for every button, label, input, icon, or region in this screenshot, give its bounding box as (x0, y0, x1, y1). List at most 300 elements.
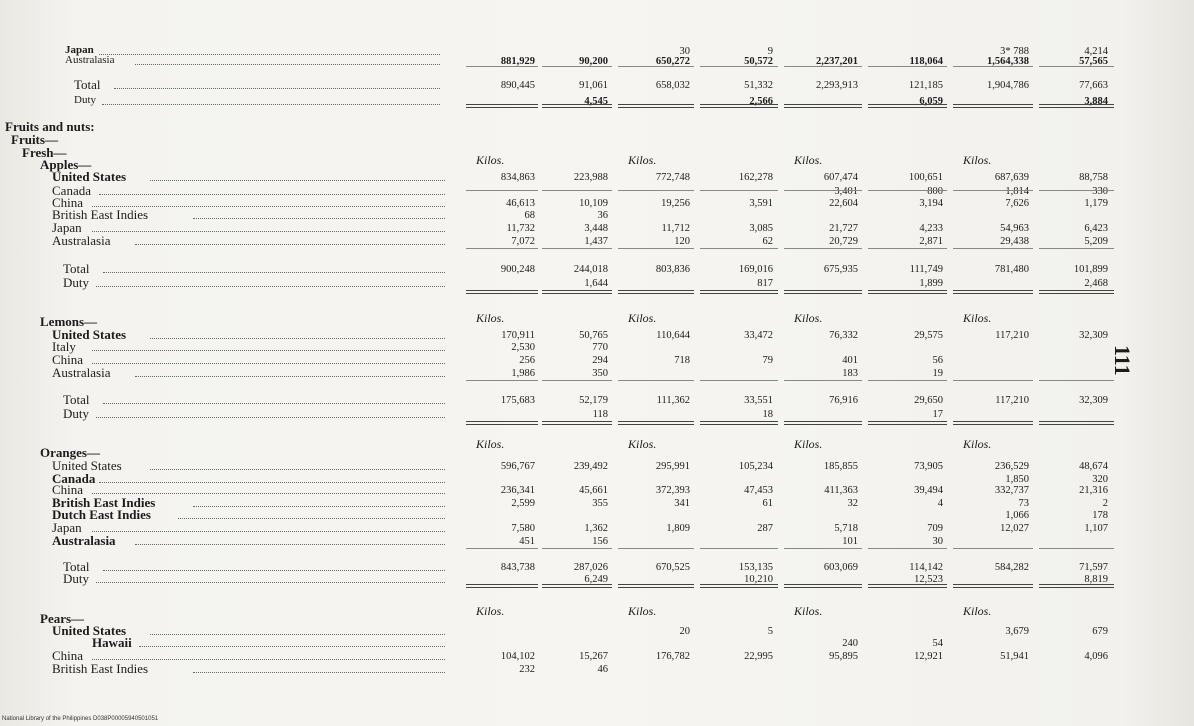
dot-leader (135, 376, 445, 377)
dot-leader (103, 403, 445, 404)
table-cell: 1,362 (584, 523, 608, 534)
dot-leader (99, 194, 445, 195)
dot-leader (92, 231, 445, 232)
table-rule (953, 421, 1033, 425)
row-label: United States (52, 169, 127, 184)
row-label: China (52, 648, 84, 663)
table-cell: 12,027 (1000, 523, 1029, 534)
table-cell: 175,683 (500, 395, 535, 406)
table-cell: 3,884 (1084, 96, 1108, 107)
row-label: British East Indies (52, 661, 149, 676)
table-cell: 236,529 (994, 461, 1029, 472)
row-label: Japan (52, 520, 82, 535)
table-cell: 332,737 (994, 485, 1029, 496)
dot-leader (92, 493, 445, 494)
table-cell: 15,267 (579, 651, 608, 662)
table-rule (542, 104, 612, 108)
table-rule (1039, 380, 1114, 381)
table-cell: 4,545 (584, 96, 608, 107)
table-rule (618, 104, 694, 108)
table-cell: 6,423 (1084, 223, 1108, 234)
section-heading: Lemons— (40, 314, 98, 329)
row-label: Duty (63, 406, 89, 421)
table-cell: 4,233 (919, 223, 943, 234)
unit-label: Kilos. (628, 604, 657, 618)
table-rule (700, 421, 778, 425)
table-rule (700, 380, 778, 381)
dot-leader (139, 646, 445, 647)
table-rule (1039, 190, 1114, 191)
dot-leader (178, 518, 445, 519)
table-cell: 372,393 (655, 485, 690, 496)
row-label: Australasia (52, 533, 116, 548)
row-label: United States (52, 623, 127, 638)
unit-label: Kilos. (628, 311, 657, 325)
table-cell: 12,523 (914, 574, 943, 585)
table-rule (953, 548, 1033, 549)
table-cell: 3,448 (584, 223, 608, 234)
table-cell: 5,209 (1084, 236, 1108, 247)
table-cell: 61 (762, 498, 773, 509)
table-cell: 287 (757, 523, 773, 534)
table-cell: 33,472 (744, 330, 773, 341)
table-cell: 330 (1092, 186, 1108, 197)
row-label: Total (63, 261, 90, 276)
dot-leader (135, 64, 440, 65)
table-cell: 843,738 (500, 562, 535, 573)
row-label: United States (52, 458, 122, 473)
table-rule (618, 548, 694, 549)
table-rule (542, 421, 612, 425)
table-rule (1039, 248, 1114, 249)
table-cell: 603,069 (823, 562, 858, 573)
table-rule (542, 584, 612, 588)
table-cell: 20 (679, 626, 690, 637)
row-label: Italy (52, 339, 76, 354)
table-cell: 6,059 (919, 96, 943, 107)
dot-leader (135, 244, 445, 245)
row-label: China (52, 195, 84, 210)
table-rule (618, 190, 694, 191)
table-cell: 156 (592, 536, 608, 547)
table-rule (868, 421, 947, 425)
row-label: China (52, 352, 84, 367)
section-heading: Oranges— (40, 445, 100, 460)
table-cell: 118,064 (909, 56, 943, 67)
table-cell: 47,453 (744, 485, 773, 496)
table-cell: 100,651 (908, 172, 943, 183)
table-cell: 12,921 (914, 651, 943, 662)
table-cell: 355 (592, 498, 608, 509)
table-cell: 22,995 (744, 651, 773, 662)
table-cell: 670,525 (655, 562, 690, 573)
table-cell: 607,474 (823, 172, 858, 183)
table-cell: 11,732 (506, 223, 535, 234)
unit-label: Kilos. (963, 437, 992, 451)
table-cell: 56 (932, 355, 943, 366)
table-cell: 239,492 (573, 461, 608, 472)
table-cell: 76,332 (829, 330, 858, 341)
table-cell: 54 (932, 638, 943, 649)
unit-label: Kilos. (794, 311, 823, 325)
row-label: Hawaii (92, 635, 132, 650)
table-cell: 117,210 (995, 395, 1029, 406)
table-cell: 111,749 (909, 264, 943, 275)
table-cell: 5,718 (834, 523, 858, 534)
table-rule (700, 104, 778, 108)
table-rule (618, 380, 694, 381)
table-rule (700, 190, 778, 191)
table-cell: 2,293,913 (816, 80, 858, 91)
table-cell: 73,905 (914, 461, 943, 472)
table-rule (1039, 104, 1114, 108)
table-cell: 800 (927, 186, 943, 197)
row-label: Duty (63, 571, 89, 586)
table-cell: 46 (597, 664, 608, 675)
table-cell: 9 (767, 46, 773, 57)
table-cell: 76,916 (829, 395, 858, 406)
table-rule (953, 290, 1033, 294)
dot-leader (150, 634, 445, 635)
table-cell: 1,179 (1084, 198, 1108, 209)
section-heading: Fruits— (11, 132, 58, 147)
table-cell: 890,445 (500, 80, 535, 91)
table-cell: 350 (592, 368, 608, 379)
dot-leader (96, 417, 445, 418)
table-cell: 45,661 (579, 485, 608, 496)
table-cell: 5 (767, 626, 773, 637)
dot-leader (114, 88, 440, 89)
table-cell: 2,871 (919, 236, 943, 247)
table-rule (953, 248, 1033, 249)
table-cell: 18 (762, 409, 773, 420)
table-cell: 1,809 (666, 523, 690, 534)
table-cell: 244,018 (573, 264, 608, 275)
table-cell: 817 (757, 278, 773, 289)
table-rule (1039, 66, 1114, 67)
table-rule (618, 248, 694, 249)
table-rule (618, 66, 694, 67)
table-cell: 101 (842, 536, 858, 547)
table-cell: 95,895 (829, 651, 858, 662)
table-rule (466, 66, 538, 67)
dot-leader (96, 582, 445, 583)
row-label: Dutch East Indies (52, 507, 151, 522)
dot-leader (150, 180, 445, 181)
table-cell: 834,863 (500, 172, 535, 183)
table-cell: 114,142 (909, 562, 943, 573)
table-rule (700, 248, 778, 249)
table-cell: 596,767 (500, 461, 535, 472)
table-rule (868, 104, 947, 108)
table-cell: 236,341 (500, 485, 535, 496)
table-rule (953, 584, 1033, 588)
table-rule (466, 104, 538, 108)
table-rule (784, 190, 862, 191)
table-cell: 4 (937, 498, 943, 509)
table-cell: 770 (592, 342, 608, 353)
table-cell: 3,401 (834, 186, 858, 197)
row-label: Duty (63, 275, 89, 290)
table-cell: 1,107 (1084, 523, 1108, 534)
table-cell: 71,597 (1079, 562, 1108, 573)
row-label: Japan (52, 220, 82, 235)
table-rule (542, 380, 612, 381)
table-cell: 21,727 (829, 223, 858, 234)
table-cell: 29,575 (914, 330, 943, 341)
table-rule (542, 290, 612, 294)
table-cell: 1,850 (1005, 474, 1029, 485)
table-cell: 79 (762, 355, 773, 366)
table-rule (466, 290, 538, 294)
table-rule (1039, 548, 1114, 549)
table-cell: 10,109 (579, 198, 608, 209)
table-cell: 120 (674, 236, 690, 247)
table-cell: 1,437 (584, 236, 608, 247)
unit-label: Kilos. (476, 437, 505, 451)
table-cell: 320 (1092, 474, 1108, 485)
table-rule (953, 190, 1033, 191)
table-cell: 21,316 (1079, 485, 1108, 496)
table-cell: 3,085 (749, 223, 773, 234)
table-rule (868, 290, 947, 294)
table-cell: 110,644 (656, 330, 690, 341)
section-heading: Fruits and nuts: (5, 119, 95, 134)
table-rule (784, 380, 862, 381)
table-cell: 772,748 (655, 172, 690, 183)
table-cell: 50,572 (744, 56, 773, 67)
table-cell: 675,935 (823, 264, 858, 275)
table-cell: 88,758 (1079, 172, 1108, 183)
table-cell: 52,179 (579, 395, 608, 406)
unit-label: Kilos. (794, 153, 823, 167)
table-rule (542, 548, 612, 549)
table-cell: 2,468 (1084, 278, 1108, 289)
table-cell: 169,016 (738, 264, 773, 275)
table-cell: 2 (1102, 498, 1108, 509)
dot-leader (135, 544, 445, 545)
table-cell: 32 (847, 498, 858, 509)
table-cell: 6,249 (584, 574, 608, 585)
dot-leader (193, 218, 445, 219)
table-cell: 176,782 (655, 651, 690, 662)
unit-label: Kilos. (476, 604, 505, 618)
table-cell: 51,332 (744, 80, 773, 91)
table-cell: 7,626 (1005, 198, 1029, 209)
table-cell: 117,210 (995, 330, 1029, 341)
dot-leader (92, 531, 445, 532)
unit-label: Kilos. (794, 437, 823, 451)
table-rule (700, 66, 778, 67)
table-cell: 20,729 (829, 236, 858, 247)
table-cell: 73 (1018, 498, 1029, 509)
table-rule (868, 190, 947, 191)
table-rule (618, 290, 694, 294)
table-cell: 294 (592, 355, 608, 366)
table-rule (618, 421, 694, 425)
table-rule (953, 380, 1033, 381)
table-cell: 19,256 (661, 198, 690, 209)
table-cell: 10,210 (744, 574, 773, 585)
row-label: Australasia (65, 54, 115, 66)
table-rule (868, 248, 947, 249)
table-cell: 118 (592, 409, 608, 420)
table-cell: 687,639 (994, 172, 1029, 183)
table-rule (953, 66, 1033, 67)
table-cell: 1,904,786 (987, 80, 1029, 91)
table-cell: 3,194 (919, 198, 943, 209)
table-cell: 36 (597, 210, 608, 221)
table-rule (784, 290, 862, 294)
table-cell: 7,580 (511, 523, 535, 534)
dot-leader (96, 286, 445, 287)
table-cell: 50,765 (579, 330, 608, 341)
section-heading: Pears— (40, 611, 85, 626)
table-rule (784, 584, 862, 588)
table-rule (700, 290, 778, 294)
table-rule (542, 190, 612, 191)
table-cell: 57,565 (1079, 56, 1108, 67)
table-rule (1039, 290, 1114, 294)
table-cell: 104,102 (500, 651, 535, 662)
row-label: United States (52, 327, 127, 342)
table-cell: 658,032 (655, 80, 690, 91)
table-cell: 4,214 (1084, 46, 1108, 57)
table-cell: 39,494 (914, 485, 943, 496)
table-cell: 101,899 (1073, 264, 1108, 275)
dot-leader (92, 363, 445, 364)
table-cell: 162,278 (738, 172, 773, 183)
page-number: 111 (1110, 345, 1135, 376)
table-cell: 256 (519, 355, 535, 366)
table-cell: 32,309 (1079, 395, 1108, 406)
table-cell: 68 (524, 210, 535, 221)
table-cell: 54,963 (1000, 223, 1029, 234)
footer-text: National Library of the Philippines D038P00005940501051 (2, 716, 159, 722)
table-cell: 90,200 (579, 56, 608, 67)
table-rule (784, 104, 862, 108)
table-cell: 584,282 (994, 562, 1029, 573)
table-rule (868, 380, 947, 381)
row-label: Duty (74, 94, 96, 106)
table-rule (466, 190, 538, 191)
table-cell: 29,438 (1000, 236, 1029, 247)
table-rule (542, 66, 612, 67)
table-rule (784, 548, 862, 549)
table-cell: 51,941 (1000, 651, 1029, 662)
table-cell: 411,363 (824, 485, 858, 496)
row-label: Canada (52, 183, 91, 198)
dot-leader (150, 338, 445, 339)
unit-label: Kilos. (963, 153, 992, 167)
table-cell: 2,530 (511, 342, 535, 353)
table-cell: 3,591 (749, 198, 773, 209)
row-label: Canada (52, 471, 96, 486)
table-rule (466, 248, 538, 249)
table-rule (466, 380, 538, 381)
table-rule (466, 584, 538, 588)
table-cell: 33,551 (744, 395, 773, 406)
table-cell: 1,644 (584, 278, 608, 289)
unit-label: Kilos. (794, 604, 823, 618)
table-cell: 709 (927, 523, 943, 534)
table-cell: 803,836 (655, 264, 690, 275)
table-cell: 17 (932, 409, 943, 420)
table-cell: 178 (1092, 510, 1108, 521)
section-heading: Fresh— (22, 145, 67, 160)
table-rule (953, 104, 1033, 108)
table-cell: 232 (519, 664, 535, 675)
table-cell: 185,855 (823, 461, 858, 472)
table-cell: 46,613 (506, 198, 535, 209)
row-label: China (52, 482, 84, 497)
dot-leader (150, 469, 445, 470)
table-rule (618, 584, 694, 588)
table-cell: 287,026 (573, 562, 608, 573)
row-label: Australasia (52, 365, 111, 380)
unit-label: Kilos. (963, 311, 992, 325)
dot-leader (193, 672, 445, 673)
table-rule (868, 66, 947, 67)
dot-leader (99, 54, 440, 55)
dot-leader (92, 350, 445, 351)
table-cell: 77,663 (1079, 80, 1108, 91)
unit-label: Kilos. (476, 311, 505, 325)
unit-label: Kilos. (963, 604, 992, 618)
row-label: Australasia (52, 233, 111, 248)
table-cell: 3,679 (1005, 626, 1029, 637)
dot-leader (99, 482, 445, 483)
table-cell: 240 (842, 638, 858, 649)
section-heading: Apples— (40, 157, 92, 172)
table-cell: 4,096 (1084, 651, 1108, 662)
table-cell: 111,362 (656, 395, 690, 406)
table-rule (868, 548, 947, 549)
table-rule (868, 584, 947, 588)
table-rule (700, 548, 778, 549)
table-cell: 1,814 (1005, 186, 1029, 197)
table-cell: 3* 788 (1000, 46, 1029, 57)
table-rule (466, 548, 538, 549)
table-cell: 22,604 (829, 198, 858, 209)
table-cell: 29,650 (914, 395, 943, 406)
table-rule (1039, 584, 1114, 588)
table-cell: 1,986 (511, 368, 535, 379)
table-rule (784, 66, 862, 67)
table-cell: 153,135 (738, 562, 773, 573)
table-rule (542, 248, 612, 249)
dot-leader (102, 104, 440, 105)
table-cell: 1,066 (1005, 510, 1029, 521)
table-cell: 48,674 (1079, 461, 1108, 472)
table-cell: 781,480 (994, 264, 1029, 275)
row-label: British East Indies (52, 495, 156, 510)
table-rule (700, 584, 778, 588)
table-rule (784, 248, 862, 249)
table-cell: 718 (674, 355, 690, 366)
row-label: Japan (65, 44, 94, 56)
dot-leader (193, 506, 445, 507)
table-rule (1039, 421, 1114, 425)
table-cell: 62 (762, 236, 773, 247)
table-cell: 91,061 (579, 80, 608, 91)
unit-label: Kilos. (628, 437, 657, 451)
table-cell: 341 (674, 498, 690, 509)
table-cell: 223,988 (573, 172, 608, 183)
table-cell: 8,819 (1084, 574, 1108, 585)
table-cell: 7,072 (511, 236, 535, 247)
table-cell: 1,899 (919, 278, 943, 289)
